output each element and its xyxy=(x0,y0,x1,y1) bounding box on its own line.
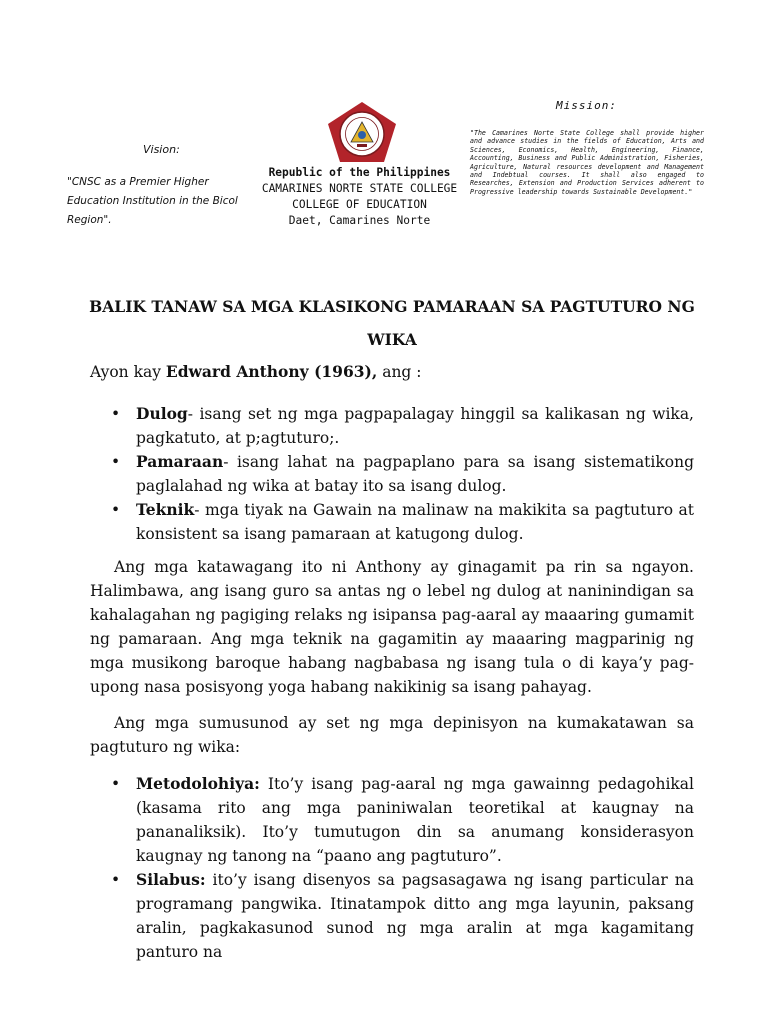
bullet-icon: • xyxy=(111,405,121,423)
body-paragraph: Ang mga katawagang ito ni Anthony ay ginagamit pa rin sa ngayon. Halimbawa, ang isang guro sa antas ng o lebel ng dulog at naninindigan sa kahalagahan ng pagiging relaks ng isipansa pag-aaral ay maaaring gumamit ng pamaraan. Ang mga teknik na gagamitin ay maaaring magparinig ng mga musikong baroque habang nagbabasa ng isang tula o di kaya’y pag-upong nasa posisyong yoga habang nakikinig sa isang pahayag. xyxy=(90,558,694,696)
college-seal-logo xyxy=(326,100,398,164)
term-label: Dulog xyxy=(136,404,188,423)
list-item xyxy=(90,868,694,964)
vision-title: Vision: xyxy=(143,143,180,156)
intro-line xyxy=(90,362,422,381)
term-text: - isang lahat na pagpaplano para sa isang sistematikong paglalahad ng wika at batay ito sa isang dulog. xyxy=(136,453,694,495)
list-item xyxy=(90,498,694,546)
mission-statement: "The Camarines Norte State College shall provide higher and advance studies in the fields of Education, Arts and Sciences, Economics, Health, Engineering, Finance, Accounting, Business and Public Administration, Fisheries, Agriculture, Natural resources development and Management and Indebtual courses. It shall also engaged to Researches, Extension and Production Services adherent to Progressive leadership towards Sustainable Development." xyxy=(470,129,704,196)
terms-list xyxy=(90,772,694,964)
college-name: CAMARINES NORTE STATE COLLEGE xyxy=(261,182,458,195)
document-title: BALIK TANAW SA MGA KLASIKONG PAMARAAN SA PAGTUTURO NG WIKA xyxy=(89,297,695,349)
intro-prefix: Ayon kay xyxy=(90,363,166,381)
mission-title: Mission: xyxy=(556,99,617,112)
republic-line: Republic of the Philippines xyxy=(268,166,451,179)
intro-author: Edward Anthony (1963), xyxy=(165,362,378,381)
term-label: Pamaraan xyxy=(136,452,224,471)
department-name: COLLEGE OF EDUCATION xyxy=(292,198,427,211)
term-text: - mga tiyak na Gawain na malinaw na makikita sa pagtuturo at konsistent sa isang pamaraan at katugong dulog. xyxy=(136,501,694,543)
list-item xyxy=(90,450,694,498)
bullet-icon: • xyxy=(111,871,121,889)
institution-header xyxy=(252,165,467,229)
term-label: Teknik xyxy=(136,500,195,519)
term-text: - isang set ng mga pagpapalagay hinggil sa kalikasan ng wika, pagkatuto, at p;agtuturo;. xyxy=(136,405,694,447)
term-label: Silabus: xyxy=(136,870,206,889)
body-paragraph: Ang mga sumusunod ay set ng mga depinisyon na kumakatawan sa pagtuturo ng wika: xyxy=(90,714,694,756)
term-text: ito’y isang disenyos sa pagsasagawa ng isang particular na programang pangwika. Itinatampok ditto ang mga layunin, paksang aralin, pagkakasunod sunod ng mga aralin at mga kagamitang panturo na xyxy=(136,871,694,961)
term-label: Metodolohiya: xyxy=(136,774,260,793)
college-location: Daet, Camarines Norte xyxy=(288,214,431,227)
term-text: Ito’y isang pag-aaral ng mga gawainng pedagohikal (kasama rito ang mga paniniwalan teoretikal at kaugnay na pananaliksik). Ito’y tumutugon din sa anumang konsiderasyon kaugnay ng tanong na “paano ang pagtuturo”. xyxy=(136,775,694,865)
bullet-icon: • xyxy=(111,501,121,519)
intro-suffix: ang : xyxy=(377,363,422,381)
bullet-icon: • xyxy=(111,453,121,471)
bullet-icon: • xyxy=(111,775,121,793)
list-item xyxy=(90,402,694,450)
vision-statement: "CNSC as a Premier Higher Education Institution in the Bicol Region". xyxy=(67,176,238,226)
list-item xyxy=(90,772,694,868)
definition-list xyxy=(90,402,694,546)
